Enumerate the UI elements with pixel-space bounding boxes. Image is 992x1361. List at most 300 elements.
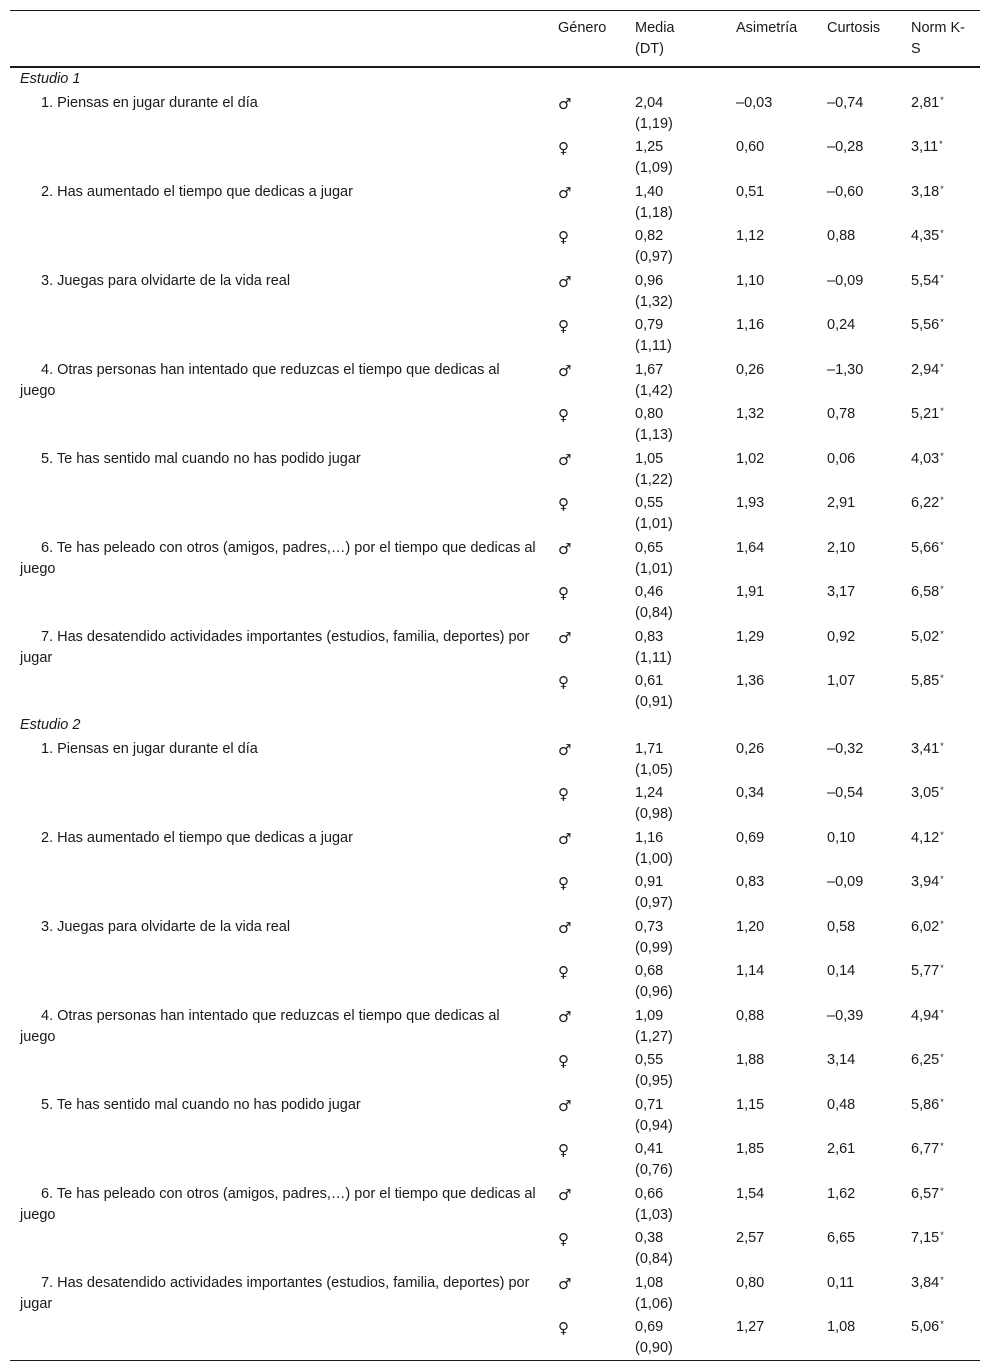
norm-ks-value: 5,85 (911, 673, 940, 689)
gender-cell (548, 180, 625, 225)
mean-sd-cell (625, 447, 726, 492)
norm-ks-value: 6,22 (911, 495, 940, 511)
item-cell (10, 826, 548, 871)
asymmetry-value: 1,12 (736, 228, 765, 244)
item-cell (10, 1049, 548, 1093)
item-cell (10, 1138, 548, 1182)
asymmetry-value: 0,51 (736, 184, 765, 200)
item-label: 6. Te has peleado con otros (amigos, padres,…) por el tiempo que dedicas al juego (20, 1186, 536, 1223)
kurtosis-value: ‒0,74 (827, 95, 864, 111)
study-title: Estudio 1 (20, 71, 81, 87)
kurtosis-value: ‒1,30 (827, 362, 864, 378)
mean-value: 1,67 (635, 362, 664, 378)
table-row (10, 1316, 980, 1361)
table-row (10, 871, 980, 915)
mean-value: 0,69 (635, 1319, 664, 1335)
mean-value: 2,04 (635, 95, 664, 111)
significance-asterisk: * (940, 184, 944, 194)
sd-value: (1,03) (635, 1207, 673, 1223)
significance-asterisk: * (940, 1186, 944, 1196)
item-cell (10, 91, 548, 136)
female-symbol-icon: ♀ (558, 785, 569, 803)
table-body (10, 67, 980, 1361)
mean-value: 1,24 (635, 785, 664, 801)
significance-asterisk: * (940, 451, 944, 461)
mean-sd-cell (625, 670, 726, 714)
mean-sd-cell (625, 1049, 726, 1093)
norm-ks-cell (901, 1138, 980, 1182)
male-symbol-icon: ♂ (558, 540, 572, 558)
sd-value: (1,01) (635, 516, 673, 532)
gender-cell (548, 1271, 625, 1316)
kurtosis-value: 0,92 (827, 629, 856, 645)
table-row (10, 1138, 980, 1182)
kurtosis-value: ‒0,09 (827, 874, 864, 890)
sd-value: (0,84) (635, 605, 673, 621)
mean-sd-cell (625, 1093, 726, 1138)
mean-sd-cell (625, 91, 726, 136)
item-label: 3. Juegas para olvidarte de la vida real (41, 919, 291, 935)
item-label: 5. Te has sentido mal cuando no has podido jugar (41, 451, 361, 467)
item-label: 7. Has desatendido actividades importantes (estudios, familia, deportes) por jugar (20, 1275, 530, 1312)
norm-ks-value: 5,06 (911, 1319, 940, 1335)
item-cell (10, 492, 548, 536)
header-gender: Género (558, 20, 607, 36)
mean-value: 0,80 (635, 406, 664, 422)
sd-value: (1,42) (635, 383, 673, 399)
female-symbol-icon: ♀ (558, 874, 569, 892)
mean-sd-cell (625, 960, 726, 1004)
mean-sd-cell (625, 314, 726, 358)
sd-value: (0,91) (635, 694, 673, 710)
gender-cell (548, 403, 625, 447)
norm-ks-value: 2,81 (911, 95, 940, 111)
asymmetry-value: 1,88 (736, 1052, 765, 1068)
significance-asterisk: * (940, 830, 944, 840)
study-section-row (10, 714, 980, 737)
mean-value: 0,46 (635, 584, 664, 600)
male-symbol-icon: ♂ (558, 1097, 572, 1115)
mean-sd-cell (625, 1182, 726, 1227)
header-row (10, 11, 980, 68)
kurtosis-value: 0,48 (827, 1097, 856, 1113)
male-symbol-icon: ♂ (558, 741, 572, 759)
kurtosis-value: 2,91 (827, 495, 856, 511)
table-row (10, 826, 980, 871)
norm-ks-value: 3,05 (911, 785, 940, 801)
asymmetry-value: 0,80 (736, 1275, 765, 1291)
gender-cell (548, 1182, 625, 1227)
mean-value: 0,66 (635, 1186, 664, 1202)
norm-ks-value: 3,11 (911, 139, 939, 155)
norm-ks-value: 3,18 (911, 184, 940, 200)
sd-value: (0,97) (635, 895, 673, 911)
asymmetry-value: 1,16 (736, 317, 765, 333)
norm-ks-value: 5,21 (911, 406, 940, 422)
table-row (10, 492, 980, 536)
significance-asterisk: * (940, 317, 944, 327)
sd-value: (1,09) (635, 160, 673, 176)
asymmetry-value: 1,64 (736, 540, 765, 556)
item-cell (10, 180, 548, 225)
norm-ks-value: 4,12 (911, 830, 940, 846)
asymmetry-value: 0,26 (736, 362, 765, 378)
item-cell (10, 581, 548, 625)
norm-ks-cell (901, 737, 980, 782)
significance-asterisk: * (940, 1230, 944, 1240)
mean-value: 0,65 (635, 540, 664, 556)
item-cell (10, 737, 548, 782)
kurtosis-value: ‒0,28 (827, 139, 864, 155)
norm-ks-cell (901, 269, 980, 314)
header-mean-line1: Media (635, 20, 675, 36)
table-row (10, 1271, 980, 1316)
table-row (10, 737, 980, 782)
female-symbol-icon: ♀ (558, 963, 569, 981)
mean-value: 0,61 (635, 673, 664, 689)
mean-value: 0,38 (635, 1230, 664, 1246)
sd-value: (1,27) (635, 1029, 673, 1045)
norm-ks-value: 4,03 (911, 451, 940, 467)
sd-value: (1,13) (635, 427, 673, 443)
mean-value: 0,41 (635, 1141, 664, 1157)
sd-value: (0,94) (635, 1118, 673, 1134)
mean-sd-cell (625, 1138, 726, 1182)
asymmetry-value: 1,32 (736, 406, 765, 422)
sd-value: (0,84) (635, 1251, 673, 1267)
table-row (10, 1227, 980, 1271)
norm-ks-value: 5,86 (911, 1097, 940, 1113)
sd-value: (1,18) (635, 205, 673, 221)
item-label: 6. Te has peleado con otros (amigos, padres,…) por el tiempo que dedicas al juego (20, 540, 536, 577)
item-cell (10, 1182, 548, 1227)
norm-ks-value: 3,84 (911, 1275, 940, 1291)
male-symbol-icon: ♂ (558, 362, 572, 380)
sd-value: (1,01) (635, 561, 673, 577)
study-section-row (10, 67, 980, 91)
norm-ks-cell (901, 358, 980, 403)
mean-value: 0,83 (635, 629, 664, 645)
sd-value: (0,97) (635, 249, 673, 265)
asymmetry-value: 1,10 (736, 273, 765, 289)
significance-asterisk: * (939, 139, 943, 149)
table-row (10, 314, 980, 358)
sd-value: (1,19) (635, 116, 673, 132)
item-cell (10, 314, 548, 358)
female-symbol-icon: ♀ (558, 1230, 569, 1248)
gender-cell (548, 91, 625, 136)
asymmetry-value: 1,02 (736, 451, 765, 467)
male-symbol-icon: ♂ (558, 1186, 572, 1204)
sd-value: (1,00) (635, 851, 673, 867)
kurtosis-value: 0,11 (827, 1275, 855, 1291)
significance-asterisk: * (940, 362, 944, 372)
table-row (10, 625, 980, 670)
header-norm-line1: Norm K- (911, 20, 965, 36)
kurtosis-value: 0,14 (827, 963, 856, 979)
significance-asterisk: * (940, 1008, 944, 1018)
header-item (10, 11, 548, 68)
gender-cell (548, 1093, 625, 1138)
asymmetry-value: 1,85 (736, 1141, 765, 1157)
asymmetry-value: 2,57 (736, 1230, 765, 1246)
mean-sd-cell (625, 581, 726, 625)
header-asymmetry: Asimetría (736, 20, 798, 36)
mean-value: 0,91 (635, 874, 664, 890)
female-symbol-icon: ♀ (558, 584, 569, 602)
mean-sd-cell (625, 536, 726, 581)
item-cell (10, 1316, 548, 1361)
female-symbol-icon: ♀ (558, 406, 569, 424)
table-row (10, 782, 980, 826)
gender-cell (548, 492, 625, 536)
item-label: 1. Piensas en jugar durante el día (41, 95, 258, 111)
mean-value: 0,79 (635, 317, 664, 333)
gender-cell (548, 960, 625, 1004)
mean-value: 0,55 (635, 1052, 664, 1068)
norm-ks-cell (901, 536, 980, 581)
male-symbol-icon: ♂ (558, 1008, 572, 1026)
female-symbol-icon: ♀ (558, 495, 569, 513)
sd-value: (1,32) (635, 294, 673, 310)
kurtosis-value: 0,78 (827, 406, 856, 422)
item-cell (10, 136, 548, 180)
significance-asterisk: * (940, 540, 944, 550)
item-cell (10, 670, 548, 714)
table-row (10, 225, 980, 269)
significance-asterisk: * (940, 273, 944, 283)
table-row (10, 269, 980, 314)
male-symbol-icon: ♂ (558, 273, 572, 291)
female-symbol-icon: ♀ (558, 1141, 569, 1159)
mean-value: 1,71 (635, 741, 664, 757)
norm-ks-cell (901, 871, 980, 915)
mean-sd-cell (625, 403, 726, 447)
study-title: Estudio 2 (20, 717, 81, 733)
item-cell (10, 358, 548, 403)
sd-value: (1,22) (635, 472, 673, 488)
mean-value: 0,82 (635, 228, 664, 244)
sd-value: (1,11) (635, 650, 672, 666)
norm-ks-value: 6,02 (911, 919, 940, 935)
significance-asterisk: * (940, 228, 944, 238)
mean-sd-cell (625, 180, 726, 225)
table-row (10, 670, 980, 714)
asymmetry-value: 1,93 (736, 495, 765, 511)
item-cell (10, 403, 548, 447)
norm-ks-cell (901, 1093, 980, 1138)
norm-ks-value: 5,02 (911, 629, 940, 645)
item-cell (10, 225, 548, 269)
item-label: 4. Otras personas han intentado que reduzcas el tiempo que dedicas al juego (20, 362, 500, 399)
table-row (10, 91, 980, 136)
item-cell (10, 269, 548, 314)
norm-ks-cell (901, 492, 980, 536)
norm-ks-cell (901, 225, 980, 269)
asymmetry-value: 1,20 (736, 919, 765, 935)
table-row (10, 403, 980, 447)
kurtosis-value: ‒0,54 (827, 785, 864, 801)
female-symbol-icon: ♀ (558, 139, 569, 157)
sd-value: (0,76) (635, 1162, 673, 1178)
significance-asterisk: * (940, 741, 944, 751)
mean-sd-cell (625, 915, 726, 960)
kurtosis-value: 1,07 (827, 673, 856, 689)
norm-ks-cell (901, 403, 980, 447)
significance-asterisk: * (940, 584, 944, 594)
female-symbol-icon: ♀ (558, 1052, 569, 1070)
asymmetry-value: 1,29 (736, 629, 765, 645)
header-mean-line2: (DT) (635, 41, 664, 57)
kurtosis-value: 3,14 (827, 1052, 856, 1068)
norm-ks-value: 6,57 (911, 1186, 940, 1202)
significance-asterisk: * (940, 874, 944, 884)
norm-ks-value: 5,66 (911, 540, 940, 556)
kurtosis-value: 1,08 (827, 1319, 856, 1335)
kurtosis-value: ‒0,39 (827, 1008, 864, 1024)
significance-asterisk: * (940, 1275, 944, 1285)
item-label: 7. Has desatendido actividades importantes (estudios, familia, deportes) por jugar (20, 629, 530, 666)
kurtosis-value: ‒0,60 (827, 184, 864, 200)
norm-ks-cell (901, 625, 980, 670)
asymmetry-value: 0,34 (736, 785, 765, 801)
gender-cell (548, 536, 625, 581)
significance-asterisk: * (940, 629, 944, 639)
norm-ks-value: 7,15 (911, 1230, 940, 1246)
gender-cell (548, 269, 625, 314)
norm-ks-cell (901, 826, 980, 871)
gender-cell (548, 447, 625, 492)
norm-ks-cell (901, 180, 980, 225)
item-cell (10, 915, 548, 960)
gender-cell (548, 826, 625, 871)
item-cell (10, 1004, 548, 1049)
table-row (10, 447, 980, 492)
norm-ks-value: 6,58 (911, 584, 940, 600)
norm-ks-cell (901, 670, 980, 714)
norm-ks-value: 6,77 (911, 1141, 940, 1157)
table-row (10, 1093, 980, 1138)
kurtosis-value: 0,10 (827, 830, 856, 846)
gender-cell (548, 358, 625, 403)
norm-ks-value: 6,25 (911, 1052, 940, 1068)
norm-ks-cell (901, 1227, 980, 1271)
norm-ks-cell (901, 1271, 980, 1316)
gender-cell (548, 670, 625, 714)
sd-value: (0,98) (635, 806, 673, 822)
gender-cell (548, 1316, 625, 1361)
gender-cell (548, 1004, 625, 1049)
item-label: 3. Juegas para olvidarte de la vida real (41, 273, 291, 289)
significance-asterisk: * (940, 1319, 944, 1329)
norm-ks-value: 4,35 (911, 228, 940, 244)
significance-asterisk: * (940, 673, 944, 683)
table-header (10, 11, 980, 68)
mean-sd-cell (625, 1227, 726, 1271)
norm-ks-value: 5,56 (911, 317, 940, 333)
mean-sd-cell (625, 225, 726, 269)
sd-value: (0,95) (635, 1073, 673, 1089)
mean-sd-cell (625, 871, 726, 915)
kurtosis-value: 6,65 (827, 1230, 856, 1246)
sd-value: (0,90) (635, 1340, 673, 1356)
table-row (10, 960, 980, 1004)
norm-ks-cell (901, 782, 980, 826)
table-row (10, 180, 980, 225)
gender-cell (548, 1138, 625, 1182)
mean-sd-cell (625, 269, 726, 314)
kurtosis-value: 0,58 (827, 919, 856, 935)
norm-ks-cell (901, 960, 980, 1004)
norm-ks-value: 5,54 (911, 273, 940, 289)
female-symbol-icon: ♀ (558, 317, 569, 335)
mean-sd-cell (625, 358, 726, 403)
item-label: 4. Otras personas han intentado que reduzcas el tiempo que dedicas al juego (20, 1008, 500, 1045)
sd-value: (0,99) (635, 940, 673, 956)
table-row (10, 1004, 980, 1049)
item-label: 2. Has aumentado el tiempo que dedicas a jugar (41, 830, 353, 846)
significance-asterisk: * (940, 1052, 944, 1062)
mean-value: 0,96 (635, 273, 664, 289)
female-symbol-icon: ♀ (558, 673, 569, 691)
results-table (10, 10, 980, 1361)
mean-sd-cell (625, 136, 726, 180)
norm-ks-value: 2,94 (911, 362, 940, 378)
gender-cell (548, 737, 625, 782)
item-cell (10, 960, 548, 1004)
mean-value: 0,68 (635, 963, 664, 979)
item-cell (10, 447, 548, 492)
mean-value: 0,55 (635, 495, 664, 511)
significance-asterisk: * (940, 1141, 944, 1151)
mean-sd-cell (625, 492, 726, 536)
significance-asterisk: * (940, 919, 944, 929)
norm-ks-cell (901, 915, 980, 960)
kurtosis-value: 2,61 (827, 1141, 856, 1157)
item-cell (10, 871, 548, 915)
asymmetry-value: 1,14 (736, 963, 765, 979)
asymmetry-value: ‒0,03 (736, 95, 773, 111)
item-cell (10, 1271, 548, 1316)
item-cell (10, 1227, 548, 1271)
mean-value: 1,25 (635, 139, 664, 155)
mean-value: 1,40 (635, 184, 664, 200)
asymmetry-value: 0,88 (736, 1008, 765, 1024)
gender-cell (548, 1049, 625, 1093)
gender-cell (548, 915, 625, 960)
norm-ks-value: 5,77 (911, 963, 940, 979)
kurtosis-value: 2,10 (827, 540, 856, 556)
norm-ks-value: 3,94 (911, 874, 940, 890)
header-norm-ks (901, 11, 980, 68)
table-row (10, 581, 980, 625)
item-label: 5. Te has sentido mal cuando no has podido jugar (41, 1097, 361, 1113)
asymmetry-value: 1,91 (736, 584, 765, 600)
header-mean (625, 11, 726, 68)
sd-value: (1,06) (635, 1296, 673, 1312)
mean-sd-cell (625, 737, 726, 782)
significance-asterisk: * (940, 1097, 944, 1107)
asymmetry-value: 1,27 (736, 1319, 765, 1335)
kurtosis-value: ‒0,32 (827, 741, 864, 757)
header-norm-line2: S (911, 41, 921, 57)
gender-cell (548, 871, 625, 915)
kurtosis-value: 0,88 (827, 228, 856, 244)
sd-value: (1,05) (635, 762, 673, 778)
kurtosis-value: 3,17 (827, 584, 856, 600)
norm-ks-cell (901, 447, 980, 492)
sd-value: (0,96) (635, 984, 673, 1000)
